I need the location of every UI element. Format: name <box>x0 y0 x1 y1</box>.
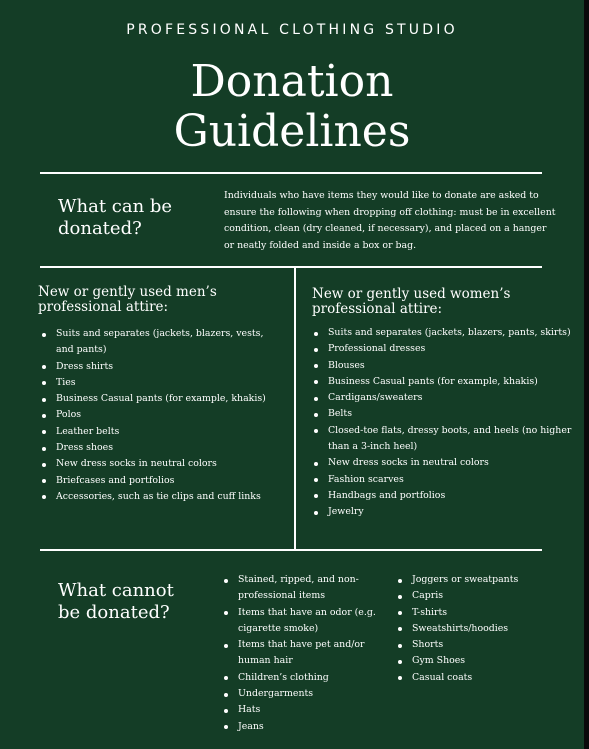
list-item: Blouses <box>312 358 574 374</box>
list-item: Fashion scarves <box>312 472 574 488</box>
mens-list <box>40 326 280 505</box>
list-item: Capris <box>396 588 566 604</box>
list-item: Accessories, such as tie clips and cuff links <box>40 489 280 505</box>
list-item: Handbags and portfolios <box>312 488 574 504</box>
cannot-donate-heading-line1: What cannot <box>58 580 174 601</box>
list-item: Gym Shoes <box>396 653 566 669</box>
can-donate-heading <box>58 196 172 240</box>
list-item: Professional dresses <box>312 341 574 357</box>
list-item: Belts <box>312 406 574 422</box>
list-item: Sweatshirts/hoodies <box>396 621 566 637</box>
list-item: Shorts <box>396 637 566 653</box>
list-item: Business Casual pants (for example, khakis) <box>40 391 280 407</box>
list-item: Cardigans/sweaters <box>312 390 574 406</box>
list-item: Jewelry <box>312 504 574 520</box>
list-item: Stained, ripped, and non-professional items <box>222 572 382 605</box>
cannot-donate-heading-line2: be donated? <box>58 602 170 623</box>
womens-list <box>312 325 574 521</box>
list-item: Suits and separates (jackets, blazers, pants, skirts) <box>312 325 574 341</box>
list-item: Dress shirts <box>40 359 280 375</box>
list-item: T-shirts <box>396 605 566 621</box>
list-item: Items that have an odor (e.g. cigarette smoke) <box>222 605 382 638</box>
page-title-line1: Donation <box>190 56 394 107</box>
list-item: Casual coats <box>396 670 566 686</box>
page-edge <box>584 0 589 749</box>
studio-name: PROFESSIONAL CLOTHING STUDIO <box>126 22 458 38</box>
divider-bottom <box>40 549 542 551</box>
mens-heading-line2: professional attire: <box>38 299 169 315</box>
list-item: Children’s clothing <box>222 670 382 686</box>
list-item: Ties <box>40 375 280 391</box>
list-item: Dress shoes <box>40 440 280 456</box>
mens-heading <box>38 285 217 315</box>
divider-top <box>40 172 542 174</box>
list-item: Suits and separates (jackets, blazers, vests, and pants) <box>40 326 280 359</box>
can-donate-heading-line2: donated? <box>58 218 142 239</box>
can-donate-heading-line1: What can be <box>58 196 173 217</box>
womens-heading-line1: New or gently used women’s <box>312 286 511 302</box>
list-item: Jeans <box>222 719 382 735</box>
list-item: Polos <box>40 407 280 423</box>
list-item: Hats <box>222 702 382 718</box>
list-item: Joggers or sweatpants <box>396 572 566 588</box>
mens-heading-line1: New or gently used men’s <box>38 284 217 300</box>
cannot-donate-heading <box>58 580 174 624</box>
list-item: New dress socks in neutral colors <box>40 456 280 472</box>
list-item: Briefcases and portfolios <box>40 473 280 489</box>
list-item: Closed-toe flats, dressy boots, and heels (no higher than a 3-inch heel) <box>312 423 574 456</box>
list-item: Items that have pet and/or human hair <box>222 637 382 670</box>
list-item: Leather belts <box>40 424 280 440</box>
list-item: Undergarments <box>222 686 382 702</box>
donation-intro-text: Individuals who have items they would like to donate are asked to ensure the following when dropping off clothing: must be in excellent condition, clean (dry cleaned, if necessary), and placed on a hanger or neatly folded and inside a box or bag. <box>224 190 556 251</box>
page-title-line2: Guidelines <box>173 106 411 157</box>
divider-middle <box>40 266 542 268</box>
list-item: New dress socks in neutral colors <box>312 455 574 471</box>
cannot-list-col1 <box>222 572 382 735</box>
list-item: Business Casual pants (for example, khakis) <box>312 374 574 390</box>
column-divider <box>294 266 296 551</box>
cannot-list-col2 <box>396 572 566 686</box>
womens-heading <box>312 287 510 317</box>
womens-heading-line2: professional attire: <box>312 301 443 317</box>
